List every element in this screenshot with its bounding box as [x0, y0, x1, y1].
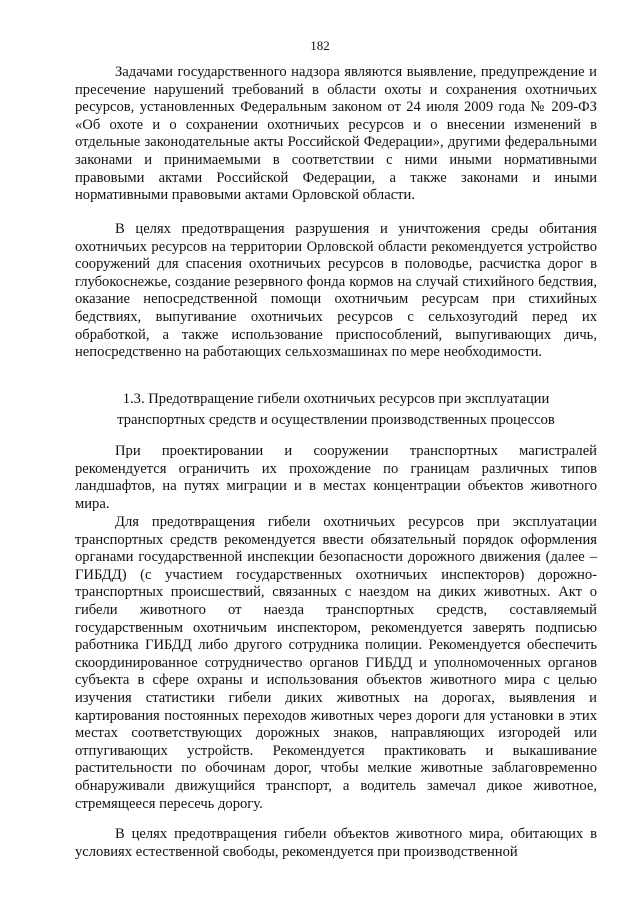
page-number: 182	[310, 38, 330, 53]
section-heading-line-1: 1.3. Предотвращение гибели охотничьих ресурсов при эксплуатации	[122, 391, 550, 407]
paragraph-production-processes: В целях предотвращения гибели объектов животного мира, обитающих в условиях естественной свободы, рекомендуется при производственной	[75, 826, 597, 860]
paragraph-highway-design: При проектировании и сооружении транспортных магистралей рекомендуется ограничить их прохождение по границам различных типов ландшафтов, на путях миграции и в местах концентрации объектов животного мира.	[75, 443, 597, 512]
paragraph-supervision-tasks: Задачами государственного надзора являются выявление, предупреждение и пресечение нарушений требований в области охоты и сохранения охотничьих ресурсов, установленных Федеральным законом от 24 июля 2009 года № 209-ФЗ «Об охоте и о сохранении охотничьих ресурсов и о внесении изменений в отдельные законодательные акты Российской Федерации», другими федеральными законами и принимаемыми в соответствии с ними иными нормативными правовыми актами Российской Федерации, а также законами и иными нормативными правовыми актами Орловской области.	[75, 64, 597, 204]
section-heading-line-2: транспортных средств и осуществлении производственных процессов	[117, 412, 555, 428]
section-heading	[95, 389, 577, 431]
paragraph-vehicle-collisions: Для предотвращения гибели охотничьих ресурсов при эксплуатации транспортных средств рекомендуется ввести обязательный порядок оформления органами государственной инспекции безопасности дорожного движения (далее – ГИБДД) (с участием государственных охотничьих инспекторов) дорожно-транспортных происшествий, связанных с наездом на диких животных. Акт о гибели животного от наезда транспортных средств, составляемый государственным охотничьим инспектором, рекомендуется заверять подписью работника ГИБДД либо другого сотрудника полиции. Рекомендуется обеспечить скоординированное сотрудничество органов ГИБДД и уполномоченных органов субъекта в сфере охраны и использования объектов животного мира с целью изучения статистики гибели диких животных на дорогах, выявления и картирования постоянных переходов животных через дороги для установки в этих местах соответствующих дорожных знаков, направляющих изгородей или отпугивающих устройств. Рекомендуется практиковать и выкашивание растительности по обочинам дорог, чтобы мелкие животные заблаговременно обнаруживали движущийся транспорт, а водитель замечал дикое животное, стремящееся пересечь дорогу.	[75, 514, 597, 812]
paragraph-habitat-protection: В целях предотвращения разрушения и уничтожения среды обитания охотничьих ресурсов на территории Орловской области рекомендуется устройство сооружений для спасения охотничьих ресурсов в половодье, расчистка дорог в глубокоснежье, создание резервного фонда кормов на случай стихийного бедствия, оказание непосредственной помощи охотничьим ресурсам при стихийных бедствиях, выпугивание охотничьих ресурсов с сельхозугодий перед их обработкой, а также использование приспособлений, выпугивающих дичь, непосредственно на работающих сельхозмашинах по мере необходимости.	[75, 221, 597, 361]
